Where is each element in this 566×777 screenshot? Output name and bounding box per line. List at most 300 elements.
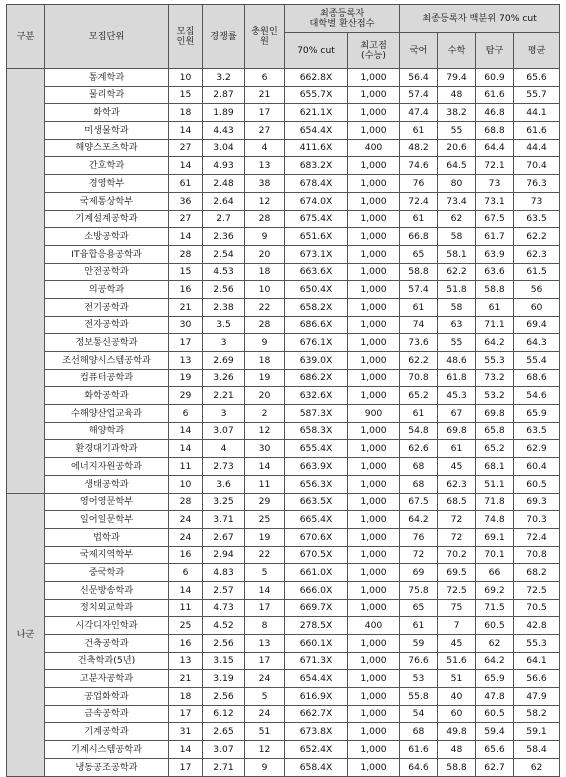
cell-competition: 3.6 (203, 475, 245, 493)
cell-unit: 컴퓨터공학과 (45, 369, 169, 387)
cell-waitlist: 22 (245, 298, 285, 316)
cell-average: 76.3 (514, 175, 560, 193)
cell-korean: 70.8 (400, 369, 438, 387)
table-row (7, 281, 560, 299)
cell-inquiry: 61.7 (476, 228, 514, 246)
cell-cut70: 674.0X (285, 192, 348, 210)
cell-cut70: 666.0X (285, 581, 348, 599)
cell-quota: 28 (169, 493, 203, 511)
cell-quota: 61 (169, 175, 203, 193)
cell-top: 1,000 (348, 564, 400, 582)
cell-math: 58.1 (438, 245, 476, 263)
cell-top: 1,000 (348, 157, 400, 175)
cell-average: 44.4 (514, 139, 560, 157)
cell-waitlist: 25 (245, 511, 285, 529)
cell-korean: 62.2 (400, 352, 438, 370)
cell-korean: 61.6 (400, 741, 438, 759)
cell-average: 62.9 (514, 440, 560, 458)
cell-inquiry: 67.5 (476, 210, 514, 228)
header-division: 구분 (7, 5, 45, 69)
cell-top: 1,000 (348, 104, 400, 122)
cell-cut70: 660.1X (285, 635, 348, 653)
cell-competition: 2.56 (203, 635, 245, 653)
cell-math: 48 (438, 741, 476, 759)
cell-waitlist: 27 (245, 122, 285, 140)
cell-competition: 2.21 (203, 387, 245, 405)
cell-inquiry: 70.1 (476, 546, 514, 564)
cell-math: 55 (438, 122, 476, 140)
table-row (7, 104, 560, 122)
header-waitlist (245, 5, 285, 69)
cell-quota: 31 (169, 723, 203, 741)
header-quota (169, 5, 203, 69)
table-row (7, 192, 560, 210)
cell-unit: 환경대기과학과 (45, 440, 169, 458)
cell-quota: 17 (169, 705, 203, 723)
cell-quota: 17 (169, 334, 203, 352)
cell-cut70: 658.2X (285, 298, 348, 316)
cell-top: 900 (348, 405, 400, 423)
cell-top: 1,000 (348, 122, 400, 140)
cell-top: 1,000 (348, 86, 400, 104)
cell-korean: 56.4 (400, 69, 438, 87)
cell-inquiry: 65.9 (476, 670, 514, 688)
cell-cut70: 654.4X (285, 122, 348, 140)
cell-average: 61.5 (514, 263, 560, 281)
cell-unit: 정치외교학과 (45, 599, 169, 617)
cell-korean: 67.5 (400, 493, 438, 511)
cell-waitlist: 38 (245, 175, 285, 193)
cell-inquiry: 73.1 (476, 192, 514, 210)
cell-average: 69.3 (514, 493, 560, 511)
cell-quota: 14 (169, 122, 203, 140)
cell-korean: 61 (400, 210, 438, 228)
cell-unit: 물리학과 (45, 86, 169, 104)
cell-competition: 2.54 (203, 245, 245, 263)
table-row (7, 511, 560, 529)
cell-unit: 시각디자인학과 (45, 617, 169, 635)
cell-korean: 68 (400, 458, 438, 476)
cell-top: 1,000 (348, 175, 400, 193)
cell-average: 60.5 (514, 475, 560, 493)
cell-unit: 고분자공학과 (45, 670, 169, 688)
cell-top: 1,000 (348, 334, 400, 352)
cell-cut70: 675.4X (285, 210, 348, 228)
cell-top: 1,000 (348, 758, 400, 776)
cell-waitlist: 10 (245, 281, 285, 299)
cell-average: 72.4 (514, 528, 560, 546)
cell-unit: 신문방송학과 (45, 581, 169, 599)
cell-average: 65.9 (514, 405, 560, 423)
table-row (7, 387, 560, 405)
table-body (7, 69, 560, 777)
table-row (7, 369, 560, 387)
header-final-score-group (285, 5, 400, 33)
cell-inquiry: 59.4 (476, 723, 514, 741)
table-row (7, 86, 560, 104)
cell-competition: 4 (203, 440, 245, 458)
cell-competition: 2.56 (203, 688, 245, 706)
cell-korean: 53 (400, 670, 438, 688)
group-label (7, 69, 45, 494)
table-row (7, 741, 560, 759)
cell-math: 62.2 (438, 263, 476, 281)
cell-math: 45 (438, 458, 476, 476)
cell-competition: 1.89 (203, 104, 245, 122)
cell-korean: 54 (400, 705, 438, 723)
cell-inquiry: 51.1 (476, 475, 514, 493)
cell-unit: 화학공학과 (45, 387, 169, 405)
cell-quota: 36 (169, 192, 203, 210)
cell-waitlist: 22 (245, 546, 285, 564)
cell-average: 70.3 (514, 511, 560, 529)
cell-inquiry: 63.9 (476, 245, 514, 263)
cell-competition: 3.5 (203, 316, 245, 334)
cell-quota: 11 (169, 458, 203, 476)
cell-top: 1,000 (348, 369, 400, 387)
cell-quota: 13 (169, 652, 203, 670)
cell-cut70: 686.2X (285, 369, 348, 387)
cell-waitlist: 19 (245, 369, 285, 387)
cell-korean: 68 (400, 475, 438, 493)
cell-inquiry: 71.8 (476, 493, 514, 511)
cell-waitlist: 13 (245, 157, 285, 175)
cell-korean: 58.8 (400, 263, 438, 281)
cell-average: 54.6 (514, 387, 560, 405)
table-row (7, 405, 560, 423)
cell-waitlist: 9 (245, 758, 285, 776)
cell-unit: 생태공학과 (45, 475, 169, 493)
cell-unit: IT융합응용공학과 (45, 245, 169, 263)
cell-math: 69.8 (438, 422, 476, 440)
header-competition: 경쟁률 (203, 5, 245, 69)
cell-inquiry: 72.1 (476, 157, 514, 175)
cell-math: 51 (438, 670, 476, 688)
cell-waitlist: 12 (245, 192, 285, 210)
table-row (7, 228, 560, 246)
cell-unit: 건축공학과 (45, 635, 169, 653)
cell-competition: 2.64 (203, 192, 245, 210)
cell-unit: 통계학과 (45, 69, 169, 87)
cell-cut70: 650.4X (285, 281, 348, 299)
cell-cut70: 676.1X (285, 334, 348, 352)
cell-inquiry: 46.8 (476, 104, 514, 122)
cell-top: 1,000 (348, 440, 400, 458)
cell-quota: 21 (169, 298, 203, 316)
cell-top: 1,000 (348, 422, 400, 440)
cell-competition: 4.53 (203, 263, 245, 281)
cell-unit: 정보통신공학과 (45, 334, 169, 352)
cell-inquiry: 63.6 (476, 263, 514, 281)
cell-cut70: 278.5X (285, 617, 348, 635)
cell-cut70: 662.7X (285, 705, 348, 723)
cell-quota: 10 (169, 69, 203, 87)
cell-competition: 4.73 (203, 599, 245, 617)
cell-waitlist: 24 (245, 705, 285, 723)
cell-average: 44.1 (514, 104, 560, 122)
cell-math: 60 (438, 705, 476, 723)
cell-competition: 3.07 (203, 422, 245, 440)
cell-top: 1,000 (348, 688, 400, 706)
cell-waitlist: 11 (245, 475, 285, 493)
cell-cut70: 670.5X (285, 546, 348, 564)
cell-korean: 57.4 (400, 86, 438, 104)
cell-inquiry: 62.7 (476, 758, 514, 776)
cell-unit: 경영학부 (45, 175, 169, 193)
cell-korean: 59 (400, 635, 438, 653)
cell-cut70: 621.1X (285, 104, 348, 122)
cell-quota: 15 (169, 263, 203, 281)
cell-cut70: 671.3X (285, 652, 348, 670)
cell-cut70: 639.0X (285, 352, 348, 370)
cell-korean: 76 (400, 528, 438, 546)
cell-waitlist: 29 (245, 493, 285, 511)
table-row (7, 69, 560, 87)
cell-competition: 2.57 (203, 581, 245, 599)
table-row (7, 564, 560, 582)
cell-quota: 16 (169, 281, 203, 299)
cell-competition: 3.07 (203, 741, 245, 759)
cell-competition: 3.26 (203, 369, 245, 387)
cell-waitlist: 4 (245, 139, 285, 157)
cell-unit: 공업화학과 (45, 688, 169, 706)
cell-waitlist: 17 (245, 599, 285, 617)
cell-waitlist: 20 (245, 245, 285, 263)
cell-math: 73.4 (438, 192, 476, 210)
cell-quota: 13 (169, 352, 203, 370)
cell-waitlist: 30 (245, 440, 285, 458)
cell-cut70: 663.6X (285, 263, 348, 281)
cell-average: 64.3 (514, 334, 560, 352)
cell-math: 75 (438, 599, 476, 617)
cell-competition: 4.43 (203, 122, 245, 140)
cell-average: 62 (514, 758, 560, 776)
cell-inquiry: 69.8 (476, 405, 514, 423)
cell-math: 72 (438, 511, 476, 529)
cell-top: 1,000 (348, 511, 400, 529)
cell-waitlist: 51 (245, 723, 285, 741)
cell-average: 58.4 (514, 741, 560, 759)
cell-competition: 3 (203, 334, 245, 352)
cell-average: 70.8 (514, 546, 560, 564)
table-row (7, 334, 560, 352)
cell-math: 49.8 (438, 723, 476, 741)
table-row (7, 652, 560, 670)
cell-cut70: 658.4X (285, 758, 348, 776)
cell-top: 400 (348, 617, 400, 635)
cell-inquiry: 65.2 (476, 440, 514, 458)
table-row (7, 122, 560, 140)
cell-korean: 61 (400, 122, 438, 140)
cell-korean: 74.6 (400, 157, 438, 175)
cell-competition: 2.69 (203, 352, 245, 370)
cell-top: 1,000 (348, 635, 400, 653)
cell-quota: 18 (169, 688, 203, 706)
cell-quota: 30 (169, 316, 203, 334)
cell-korean: 69 (400, 564, 438, 582)
cell-waitlist: 14 (245, 581, 285, 599)
header-inquiry: 탐구 (476, 33, 514, 69)
cell-quota: 24 (169, 511, 203, 529)
cell-average: 61.6 (514, 122, 560, 140)
cell-inquiry: 64.2 (476, 334, 514, 352)
header-top-line2: (수능) (361, 49, 386, 61)
admission-results-table (6, 4, 560, 777)
cell-inquiry: 53.2 (476, 387, 514, 405)
cell-inquiry: 73.2 (476, 369, 514, 387)
table-row (7, 440, 560, 458)
cell-korean: 55.8 (400, 688, 438, 706)
cell-competition: 2.56 (203, 281, 245, 299)
table-row (7, 617, 560, 635)
cell-average: 42.8 (514, 617, 560, 635)
cell-quota: 25 (169, 617, 203, 635)
cell-top: 1,000 (348, 245, 400, 263)
cell-cut70: 632.6X (285, 387, 348, 405)
table-row (7, 157, 560, 175)
cell-top: 1,000 (348, 475, 400, 493)
header-korean: 국어 (400, 33, 438, 69)
cell-korean: 62.6 (400, 440, 438, 458)
table-row (7, 475, 560, 493)
cell-top: 1,000 (348, 192, 400, 210)
cell-korean: 61 (400, 617, 438, 635)
cell-math: 45.3 (438, 387, 476, 405)
cell-waitlist: 18 (245, 263, 285, 281)
cell-competition: 2.65 (203, 723, 245, 741)
cell-unit: 기계설계공학과 (45, 210, 169, 228)
cell-cut70: 663.9X (285, 458, 348, 476)
cell-waitlist: 6 (245, 69, 285, 87)
cell-korean: 76 (400, 175, 438, 193)
cell-quota: 14 (169, 228, 203, 246)
cell-math: 7 (438, 617, 476, 635)
table-row (7, 635, 560, 653)
cell-math: 45 (438, 635, 476, 653)
cell-quota: 14 (169, 422, 203, 440)
cell-unit: 조선해양시스템공학과 (45, 352, 169, 370)
cell-average: 68.6 (514, 369, 560, 387)
table-row (7, 352, 560, 370)
cell-competition: 2.67 (203, 528, 245, 546)
cell-cut70: 683.2X (285, 157, 348, 175)
cell-competition: 4.93 (203, 157, 245, 175)
cell-competition: 3.25 (203, 493, 245, 511)
cell-quota: 11 (169, 599, 203, 617)
table-header (7, 5, 560, 69)
cell-average: 70.5 (514, 599, 560, 617)
cell-top: 1,000 (348, 210, 400, 228)
cell-top: 1,000 (348, 69, 400, 87)
cell-waitlist: 8 (245, 617, 285, 635)
cell-top: 1,000 (348, 599, 400, 617)
cell-unit: 의공학과 (45, 281, 169, 299)
cell-competition: 2.73 (203, 458, 245, 476)
cell-top: 1,000 (348, 581, 400, 599)
cell-cut70: 651.6X (285, 228, 348, 246)
table-row (7, 688, 560, 706)
table-row (7, 175, 560, 193)
cell-quota: 14 (169, 741, 203, 759)
cell-average: 63.5 (514, 210, 560, 228)
cell-competition: 4.52 (203, 617, 245, 635)
cell-top: 1,000 (348, 458, 400, 476)
cell-math: 69.5 (438, 564, 476, 582)
cell-unit: 안전공학과 (45, 263, 169, 281)
cell-math: 48.6 (438, 352, 476, 370)
cell-top: 1,000 (348, 705, 400, 723)
cell-korean: 73.6 (400, 334, 438, 352)
cell-cut70: 673.1X (285, 245, 348, 263)
cell-korean: 74 (400, 316, 438, 334)
cell-top: 1,000 (348, 352, 400, 370)
cell-unit: 전기공학과 (45, 298, 169, 316)
cell-average: 55.3 (514, 635, 560, 653)
table-row (7, 723, 560, 741)
cell-top: 1,000 (348, 528, 400, 546)
cell-quota: 27 (169, 210, 203, 228)
table-row (7, 316, 560, 334)
cell-korean: 68 (400, 723, 438, 741)
cell-korean: 57.4 (400, 281, 438, 299)
cell-cut70: 665.4X (285, 511, 348, 529)
cell-korean: 76.6 (400, 652, 438, 670)
cell-waitlist: 12 (245, 741, 285, 759)
cell-inquiry: 73 (476, 175, 514, 193)
cell-average: 68.2 (514, 564, 560, 582)
cell-cut70: 686.6X (285, 316, 348, 334)
cell-competition: 3.15 (203, 652, 245, 670)
cell-math: 64.5 (438, 157, 476, 175)
cell-math: 80 (438, 175, 476, 193)
cell-korean: 65.2 (400, 387, 438, 405)
cell-average: 69.4 (514, 316, 560, 334)
cell-inquiry: 58.8 (476, 281, 514, 299)
cell-inquiry: 71.5 (476, 599, 514, 617)
cell-inquiry: 47.8 (476, 688, 514, 706)
cell-average: 72.5 (514, 581, 560, 599)
cell-competition: 2.71 (203, 758, 245, 776)
cell-competition: 2.87 (203, 86, 245, 104)
cell-waitlist: 20 (245, 387, 285, 405)
cell-unit: 해양학과 (45, 422, 169, 440)
cell-math: 58.8 (438, 758, 476, 776)
header-quota-line2: 인원 (176, 35, 195, 47)
cell-cut70: 656.3X (285, 475, 348, 493)
table-row (7, 528, 560, 546)
cell-inquiry: 55.3 (476, 352, 514, 370)
cell-inquiry: 60.5 (476, 705, 514, 723)
cell-average: 56 (514, 281, 560, 299)
cell-inquiry: 74.8 (476, 511, 514, 529)
cell-quota: 18 (169, 104, 203, 122)
cell-cut70: 670.6X (285, 528, 348, 546)
cell-korean: 48.2 (400, 139, 438, 157)
cell-unit: 냉동공조공학과 (45, 758, 169, 776)
cell-average: 56.6 (514, 670, 560, 688)
cell-cut70: 673.8X (285, 723, 348, 741)
cell-inquiry: 65.8 (476, 422, 514, 440)
cell-korean: 72.4 (400, 192, 438, 210)
table-row (7, 758, 560, 776)
cell-math: 48 (438, 86, 476, 104)
cell-competition: 2.48 (203, 175, 245, 193)
cell-waitlist: 5 (245, 564, 285, 582)
cell-top: 1,000 (348, 263, 400, 281)
cell-inquiry: 68.8 (476, 122, 514, 140)
table-row (7, 599, 560, 617)
cell-korean: 65 (400, 599, 438, 617)
